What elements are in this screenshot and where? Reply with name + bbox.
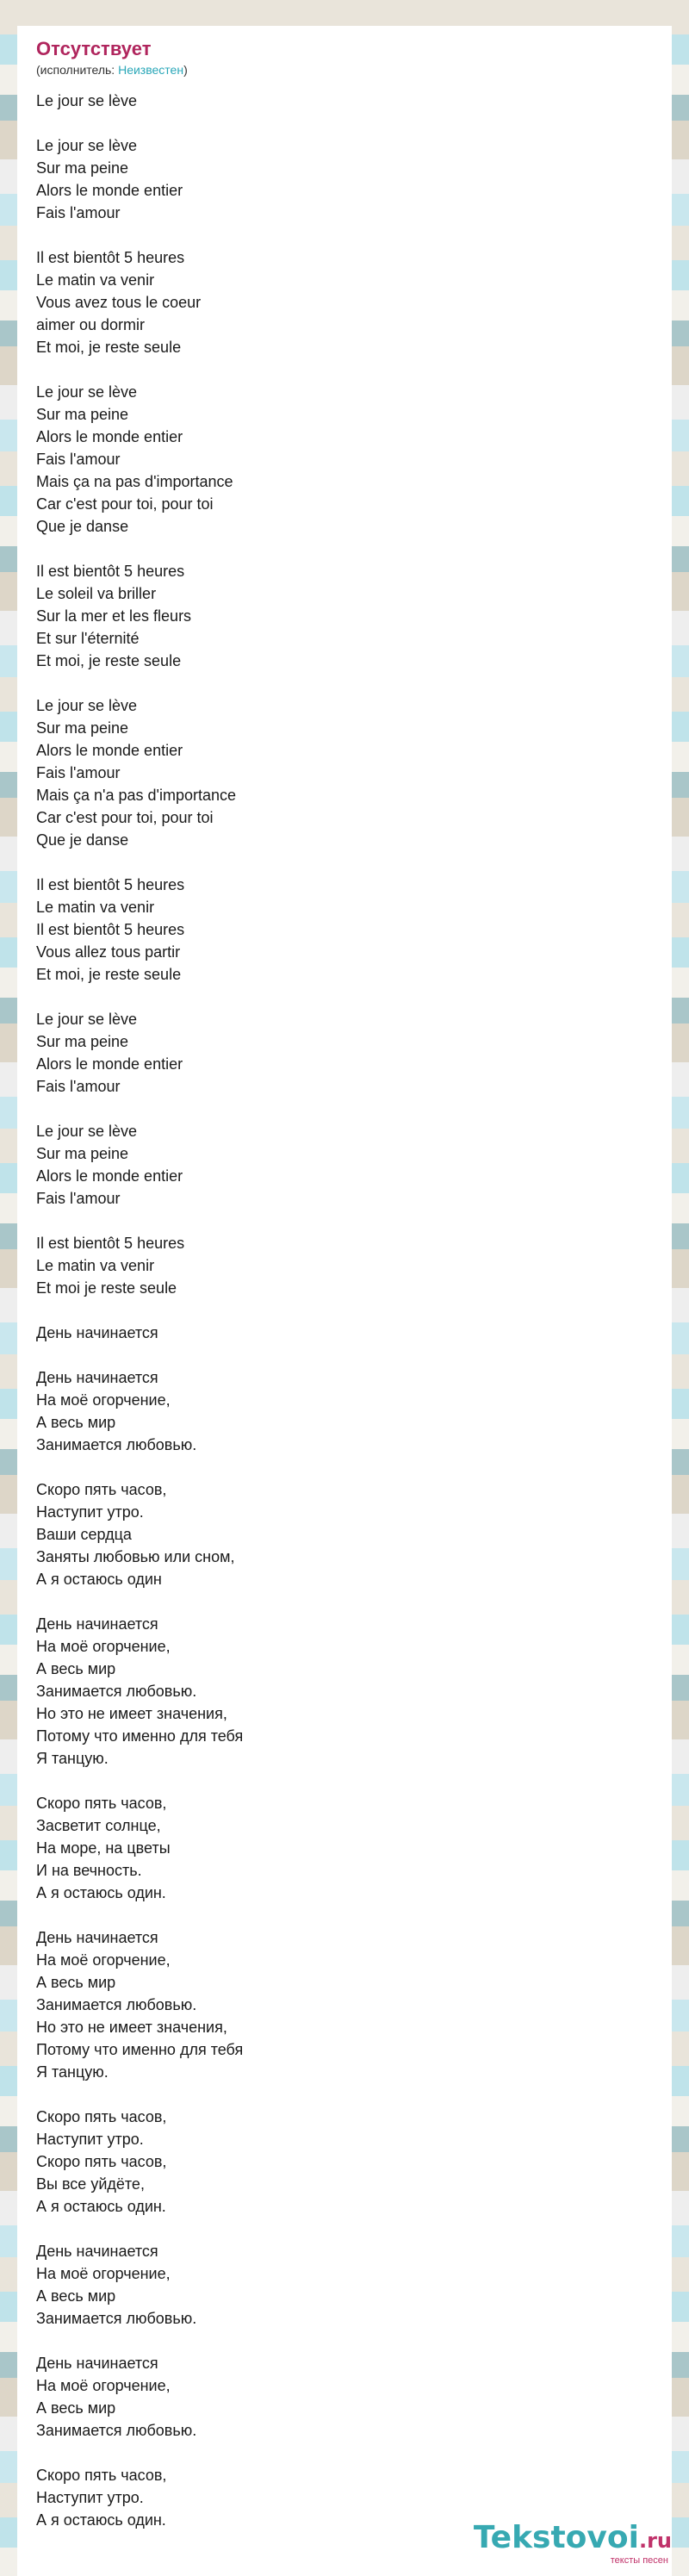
artist-link[interactable]: Неизвестен [118, 63, 184, 77]
song-meta [36, 62, 653, 78]
site-logo[interactable] [474, 2522, 672, 2566]
logo-name: Tekstovoi [473, 2520, 639, 2555]
logo-tagline: тексты песен [610, 2555, 668, 2566]
artist-prefix: (исполнитель: [36, 63, 119, 77]
song-title: Отсутствует [36, 38, 152, 59]
artist-suffix: ) [183, 63, 188, 77]
logo-tld: .ru [638, 2529, 672, 2553]
lyrics-text: Le jour se lève Le jour se lève Sur ma peine Alors le monde entier Fais l'amour Il est bientôt 5 heures Le matin va venir Vous avez tous le coeur aimer ou dormir Et moi, je reste seule Le jour se lève Sur ma peine Alors le monde entier Fais l'amour Mais ça na pas d'importance Car c'est pour toi, pour toi Que je danse Il est bientôt 5 heures Le soleil va briller Sur la mer et les fleurs Et sur l'éternité Et moi, je reste seule Le jour se lève Sur ma peine Alors le monde entier Fais l'amour Mais ça n'a pas d'importance Car c'est pour toi, pour toi Que je danse Il est bientôt 5 heures Le matin va venir Il est bientôt 5 heures Vous allez tous partir Et moi, je reste seule Le jour se lève Sur ma peine Alors le monde entier Fais l'amour Le jour se lève Sur ma peine Alors le monde entier Fais l'amour Il est bientôt 5 heures Le matin va venir Et moi je reste seule День начинается День начинается На моё огорчение, А весь мир Занимается любовью. Скоро пять часов, Наступит утро. Ваши сердца Заняты любовью или сном, А я остаюсь один День начинается На моё огорчение, А весь мир Занимается любовью. Но это не имеет значения, Потому что именно для тебя Я танцую. Скоро пять часов, Засветит солнце, На море, на цветы И на вечность. А я остаюсь один. День начинается На моё огорчение, А весь мир Занимается любовью. Но это не имеет значения, Потому что именно для тебя Я танцую. Скоро пять часов, Наступит утро. Скоро пять часов, Вы все уйдёте, А я остаюсь один. День начинается На моё огорчение, А весь мир Занимается любовью. День начинается На моё огорчение, А весь мир Занимается любовью. Скоро пять часов, Наступит утро. А я остаюсь один. [36, 92, 244, 2529]
lyrics-panel [17, 26, 672, 2576]
logo-wordmark [474, 2522, 672, 2557]
